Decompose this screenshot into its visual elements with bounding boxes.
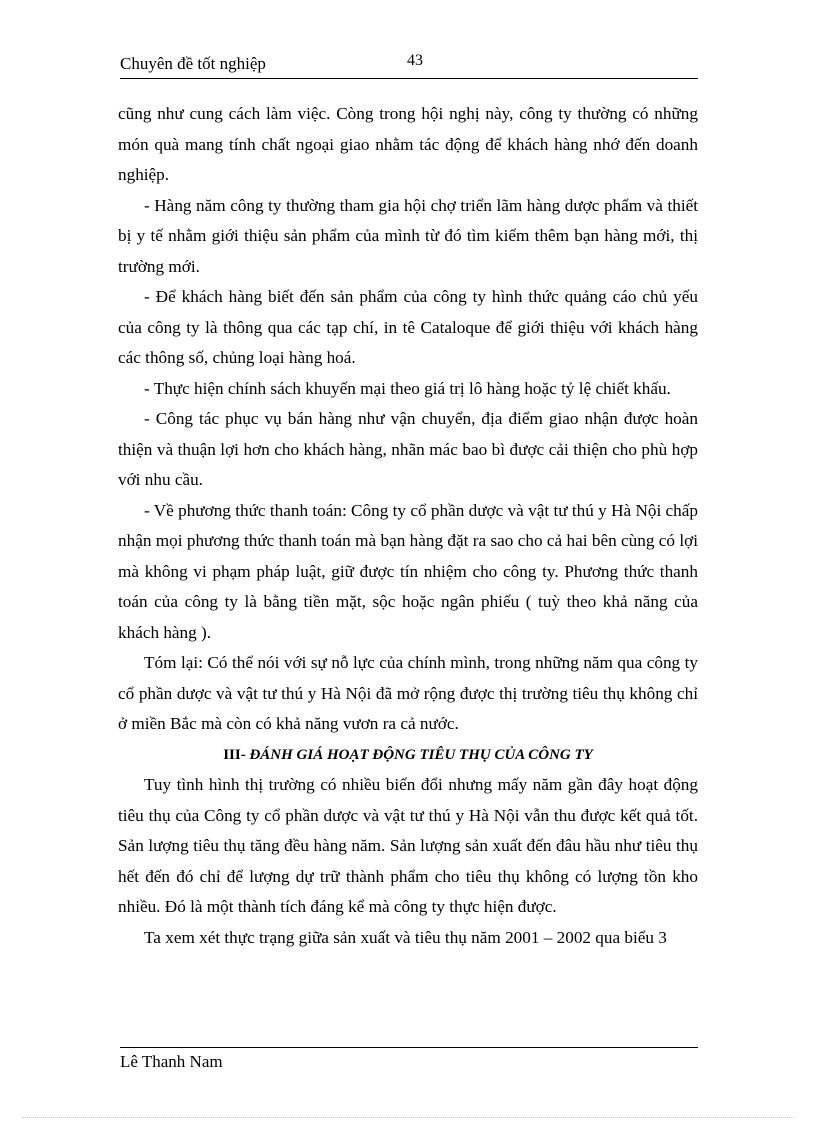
paragraph-promotion-gifts: cũng như cung cách làm việc. Còng trong hội nghị này, công ty thường có những món quà mang tính chất ngoại giao nhằm tác động để khách hàng nhớ đến doanh nghiệp. xyxy=(118,104,698,184)
header-title: Chuyên đề tốt nghiệp xyxy=(120,54,266,73)
page-header xyxy=(120,50,698,79)
footer-author: Lê Thanh Nam xyxy=(120,1052,223,1071)
paragraph-sales-service: - Công tác phục vụ bán hàng như vận chuyển, địa điểm giao nhận được hoàn thiện và thuận lợi hơn cho khách hàng, nhãn mác bao bì được cải thiện cho phù hợp với nhu cầu. xyxy=(118,409,698,489)
paragraph-advertising: - Để khách hàng biết đến sản phẩm của công ty hình thức quảng cáo chủ yếu của công ty là thông qua các tạp chí, in tê Cataloque để giới thiệu với khách hàng các thông số, chủng loại hàng hoá. xyxy=(118,287,698,367)
paragraph-evaluation: Tuy tình hình thị trường có nhiều biến đổi nhưng mấy năm gần đây hoạt động tiêu thụ của Công ty cổ phần dược và vật tư thú y Hà Nội vẫn thu được kết quả tốt. Sản lượng tiêu thụ tăng đều hàng năm. Sản lượng sản xuất đến đâu hầu như tiêu thụ hết đến đó chỉ để lượng dự trữ thành phẩm cho tiêu thụ không có lượng tồn kho nhiều. Đó là một thành tích đáng kể mà công ty thực hiện được. xyxy=(118,775,698,916)
page-bottom-divider xyxy=(22,1117,794,1118)
paragraph-discounts: - Thực hiện chính sách khuyến mại theo giá trị lô hàng hoặc tỷ lệ chiết khấu. xyxy=(144,378,671,398)
page-footer xyxy=(120,1047,698,1071)
page-number: 43 xyxy=(407,52,423,69)
section-title: ĐÁNH GIÁ HOẠT ĐỘNG TIÊU THỤ CỦA CÔNG TY xyxy=(249,746,593,763)
section-heading xyxy=(118,740,698,771)
document-body xyxy=(118,99,698,953)
section-numeral: III- xyxy=(223,746,246,763)
paragraph-trade-fairs: - Hàng năm công ty thường tham gia hội chợ triển lãm hàng dược phẩm và thiết bị y tế nhằm giới thiệu sản phẩm của mình từ đó tìm kiếm thêm bạn hàng mới, thị trường mới. xyxy=(118,195,698,276)
paragraph-table-reference: Ta xem xét thực trạng giữa sản xuất và tiêu thụ năm 2001 – 2002 qua biểu 3 xyxy=(144,927,667,947)
paragraph-summary: Tóm lại: Có thể nói với sự nỗ lực của chính mình, trong những năm qua công ty cổ phần dược và vật tư thú y Hà Nội đã mở rộng được thị trường tiêu thụ không chỉ ở miền Bắc mà còn có khả năng vươn ra cả nước. xyxy=(118,653,698,733)
paragraph-payment-methods: - Về phương thức thanh toán: Công ty cổ phần dược và vật tư thú y Hà Nội chấp nhận mọi phương thức thanh toán mà bạn hàng đặt ra sao cho cả hai bên cùng có lợi mà không vi phạm pháp luật, giữ được tín nhiệm cho công ty. Phương thức thanh toán của công ty là bằng tiền mặt, sộc hoặc ngân phiếu ( tuỳ theo khả năng của khách hàng ). xyxy=(118,500,698,642)
